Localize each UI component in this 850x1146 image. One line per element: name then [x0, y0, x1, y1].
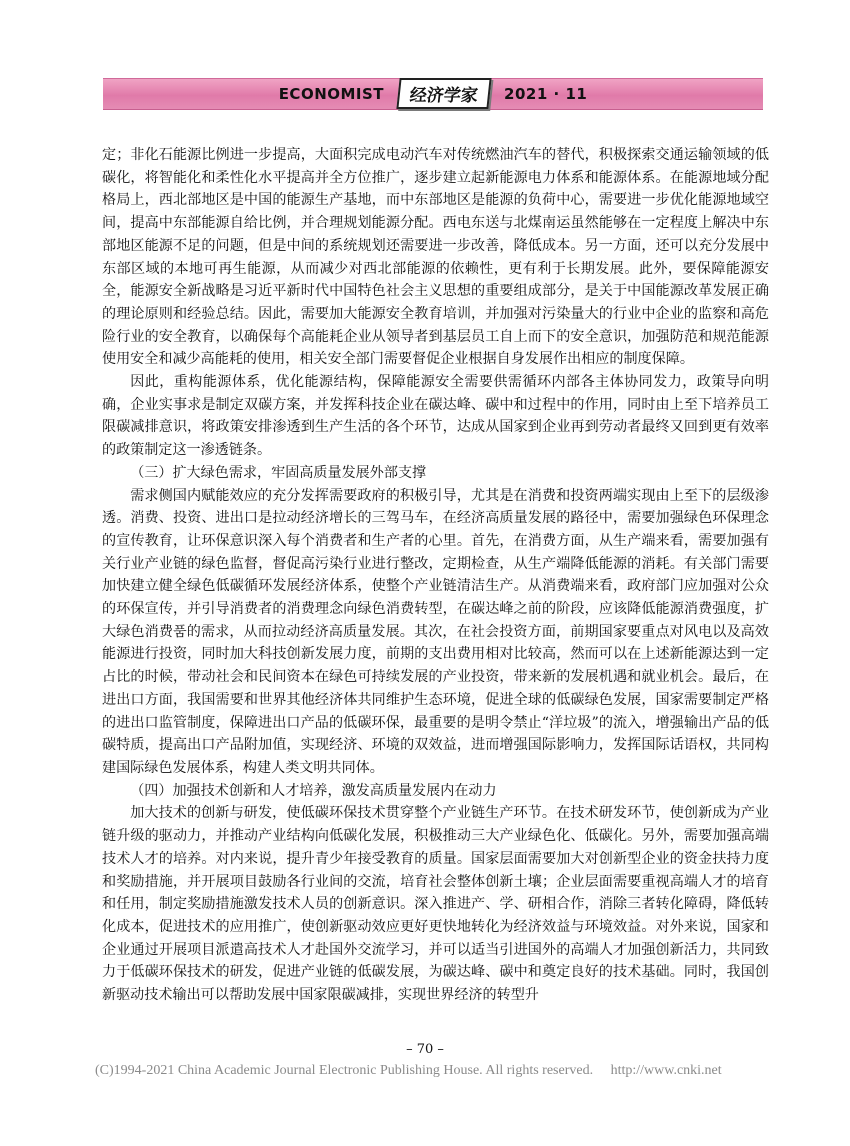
page-number: – 70 – [406, 1042, 444, 1057]
section-heading: （三）扩大绿色需求，牢固高质量发展外部支撑 [130, 464, 427, 481]
section-heading: （四）加强技术创新和人才培养，激发高质量发展内在动力 [130, 782, 497, 799]
footer-url: http://www.cnki.net [610, 1063, 722, 1078]
header-journal-english-name: ECONOMIST [278, 85, 385, 103]
body-paragraph: 因此，重构能源体系，优化能源结构，保障能源安全需要供需循环内部各主体协同发力，政策导向明确，企业实事求是制定双碳方案，并发挥科技企业在碳达峰、碳中和过程中的作用，同时由上至下培养员工限碳减排意识，将政策安排渗透到生产生活的各个环节，达成从国家到企业再到劳动者最终又回到更有效率的政策制定这一渗透链条。 [102, 374, 769, 459]
article-body [102, 144, 769, 1007]
body-paragraph: 加大技术的创新与研发，使低碳环保技术贯穿整个产业链生产环节。在技术研发环节，使创新成为产业链升级的驱动力，并推动产业结构向低碳化发展，积极推动三大产业绿色化、低碳化。另外，需要加强高端技术人才的培养。对内来说，提升青少年接受教育的质量。国家层面需要加大对创新型企业的资金扶持力度和奖励措施，并开展项目鼓励各行业间的交流，培育社会整体创新土壤；企业层面需要重视高端人才的培育和任用，制定奖励措施激发技术人员的创新意识。深入推进产、学、研相合作，消除三者转化障碍，降低转化成本，促进技术的应用推广，使创新驱动效应更好更快地转化为经济效益与环境效益。对外来说，国家和企业通过开展项目派遣高技术人才赴国外交流学习，并可以适当引进国外的高端人才加强创新活力，共同致力于低碳环保技术的研发，促进产业链的低碳发展，为碳达峰、碳中和奠定良好的技术基础。同时，我国创新驱动技术输出可以帮助发展中国家限碳减排，实现世界经济的转型升 [102, 805, 769, 1004]
body-paragraph: 定；非化石能源比例进一步提高，大面积完成电动汽车对传统燃油汽车的替代，积极探索交通运输领域的低碳化，将智能化和柔性化水平提高并全方位推广，逐步建立起新能源电力体系和能源体系。在能源地域分配格局上，西北部地区是中国的能源生产基地，而中东部地区是能源的负荷中心，需要进一步优化能源地域空间，提高中东部能源自给比例，并合理规划能源分配。西电东送与北煤南运虽然能够在一定程度上解决中东部地区能源不足的问题，但是中间的系统规划还需要进一步改善，降低成本。另一方面，还可以充分发展中东部区域的本地可再生能源，从而减少对西北部能源的依赖性，更有利于长期发展。此外，要保障能源安全，能源安全新战略是习近平新时代中国特色社会主义思想的重要组成部分，是关于中国能源改革发展正确的理论原则和经验总结。因此，需要加大能源安全教育培训，并加强对污染量大的行业中企业的监察和高危险行业的安全教育，以确保每个高能耗企业从领导者到基层员工自上而下的安全意识，加强防范和规范能源使用安全和减少高能耗的使用，相关安全部门需要督促企业根据自身发展作出相应的制度保障。 [102, 147, 769, 368]
body-paragraph: 需求侧国内赋能效应的充分发挥需要政府的积极引导，尤其是在消费和投资两端实现由上至下的层级渗透。消费、投资、进出口是拉动经济增长的三驾马车，在经济高质量发展的路径中，需要加强绿色环保理念的宣传教育，让环保意识深入每个消费者和生产者的心里。首先，在消费方面，从生产端来看，需要加强有关行业产业链的绿色监督，督促高污染行业进行整改，定期检查，从生产端降低能源的消耗。有关部门需要加快建立健全绿色低碳循环发展经济体系，使整个产业链清洁生产。从消费端来看，政府部门应加强对公众的环保宣传，并引导消费者的消费理念向绿色消费转型，在碳达峰之前的阶段，应该降低能源消费强度，扩大绿色消费품的需求，从而拉动经济高质量发展。其次，在社会投资方面，前期国家要重点对风电以及高效能源进行投资，同时加大科技创新发展力度，前期的支出费用相对比较高，然而可以在上述新能源达到一定占比的时候，带动社会和民间资本在绿色可持续发展的产业投资，带来新的发展机遇和就业机会。最后，在进出口方面，我国需要和世界其他经济体共同维护生态环境，促进全球的低碳绿色发展，国家需要制定严格的进出口监管制度，保障进出口产品的低碳环保，最重要的是明令禁止“洋垃圾”的流入，增强输出产品的低碳特质，提高出口产品附加值，实现经济、环境的双效益，进而增强国际影响力，发挥国际话语权，共同构建国际绿色发展体系，构建人类文明共同体。 [102, 487, 769, 776]
copyright-footer [95, 1063, 745, 1079]
header-issue: 2021 · 11 [504, 85, 588, 103]
journal-logo: 经济学家 [396, 78, 491, 109]
copyright-text: (C)1994-2021 China Academic Journal Electronic Publishing House. All rights reserved. [95, 1063, 594, 1078]
journal-header-banner [103, 78, 763, 110]
